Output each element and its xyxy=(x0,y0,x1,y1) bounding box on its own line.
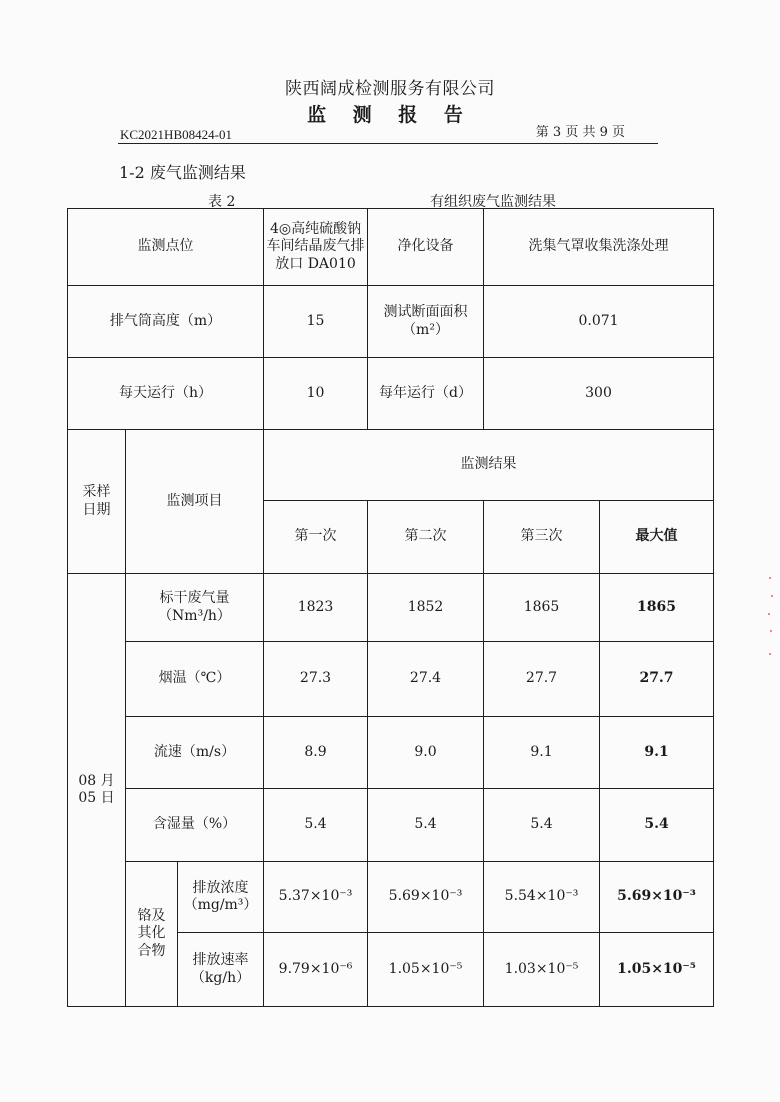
row-label: 含湿量（%） xyxy=(126,789,264,862)
table-row xyxy=(68,717,714,789)
value-cell: 1852 xyxy=(368,574,484,642)
col-first: 第一次 xyxy=(264,501,368,574)
row-label: 排放浓度（mg/m³） xyxy=(178,862,264,933)
section-area-value: 0.071 xyxy=(484,286,714,358)
row-label: 烟温（℃） xyxy=(126,642,264,717)
page-indicator: 第 3 页 共 9 页 xyxy=(535,125,625,140)
item-header: 监测项目 xyxy=(126,430,264,574)
table-row xyxy=(68,358,714,430)
value-cell: 5.54×10⁻³ xyxy=(484,862,600,933)
value-cell: 9.0 xyxy=(368,717,484,789)
table-row xyxy=(68,574,714,642)
yearly-run-value: 300 xyxy=(484,358,714,430)
daily-run-label: 每天运行（h） xyxy=(68,358,264,430)
section-area-label: 测试断面面积（m²） xyxy=(368,286,484,358)
row-label: 流速（m/s） xyxy=(126,717,264,789)
value-cell: 9.1 xyxy=(484,717,600,789)
row-label: 标干废气量（Nm³/h） xyxy=(126,574,264,642)
results-header: 监测结果 xyxy=(264,430,714,501)
group-label: 铬及其化合物 xyxy=(137,907,166,959)
group-cell xyxy=(126,862,178,1007)
table-row xyxy=(68,430,714,501)
table-caption: 有组织废气监测结果 xyxy=(430,194,556,210)
value-cell: 5.4 xyxy=(484,789,600,862)
sampling-date-header xyxy=(68,430,126,574)
table-row xyxy=(68,789,714,862)
value-cell: 5.37×10⁻³ xyxy=(264,862,368,933)
header-divider xyxy=(118,143,658,144)
col-second: 第二次 xyxy=(368,501,484,574)
value-cell: 27.7 xyxy=(484,642,600,717)
point-value: 4◎高纯硫酸钠车间结晶废气排放口 DA010 xyxy=(264,209,368,286)
company-name: 陕西阔成检测服务有限公司 xyxy=(285,79,495,99)
table-row xyxy=(68,862,714,933)
max-cell: 5.69×10⁻³ xyxy=(600,862,714,933)
sampling-date-label: 采样日期 xyxy=(82,484,111,518)
col-max: 最大值 xyxy=(600,501,714,574)
report-number: KC2021HB08424-01 xyxy=(120,127,232,142)
max-cell: 1.05×10⁻⁵ xyxy=(600,933,714,1007)
equipment-label: 净化设备 xyxy=(368,209,484,286)
daily-run-value: 10 xyxy=(264,358,368,430)
value-cell: 5.4 xyxy=(264,789,368,862)
yearly-run-label: 每年运行（d） xyxy=(368,358,484,430)
value-cell: 8.9 xyxy=(264,717,368,789)
value-cell: 1865 xyxy=(484,574,600,642)
value-cell: 27.3 xyxy=(264,642,368,717)
table-number: 表 2 xyxy=(208,194,236,210)
point-label: 监测点位 xyxy=(68,209,264,286)
value-cell: 1823 xyxy=(264,574,368,642)
value-cell: 5.4 xyxy=(368,789,484,862)
table-row xyxy=(68,209,714,286)
value-cell: 9.79×10⁻⁶ xyxy=(264,933,368,1007)
stamp-edge-mark xyxy=(768,575,774,665)
date-cell xyxy=(68,574,126,1007)
stack-height-value: 15 xyxy=(264,286,368,358)
max-cell: 27.7 xyxy=(600,642,714,717)
value-cell: 5.69×10⁻³ xyxy=(368,862,484,933)
value-cell: 27.4 xyxy=(368,642,484,717)
equipment-value: 洗集气罩收集洗涤处理 xyxy=(484,209,714,286)
stack-height-label: 排气筒高度（m） xyxy=(68,286,264,358)
max-cell: 5.4 xyxy=(600,789,714,862)
col-third: 第三次 xyxy=(484,501,600,574)
date-value: 08 月 05 日 xyxy=(78,772,115,806)
row-label: 排放速率（kg/h） xyxy=(178,933,264,1007)
section-title: 1-2 废气监测结果 xyxy=(119,163,246,182)
value-cell: 1.05×10⁻⁵ xyxy=(368,933,484,1007)
emission-results-table xyxy=(67,208,714,1007)
table-row xyxy=(68,642,714,717)
table-row xyxy=(68,286,714,358)
report-title: 监 测 报 告 xyxy=(307,104,473,126)
max-cell: 9.1 xyxy=(600,717,714,789)
max-cell: 1865 xyxy=(600,574,714,642)
value-cell: 1.03×10⁻⁵ xyxy=(484,933,600,1007)
